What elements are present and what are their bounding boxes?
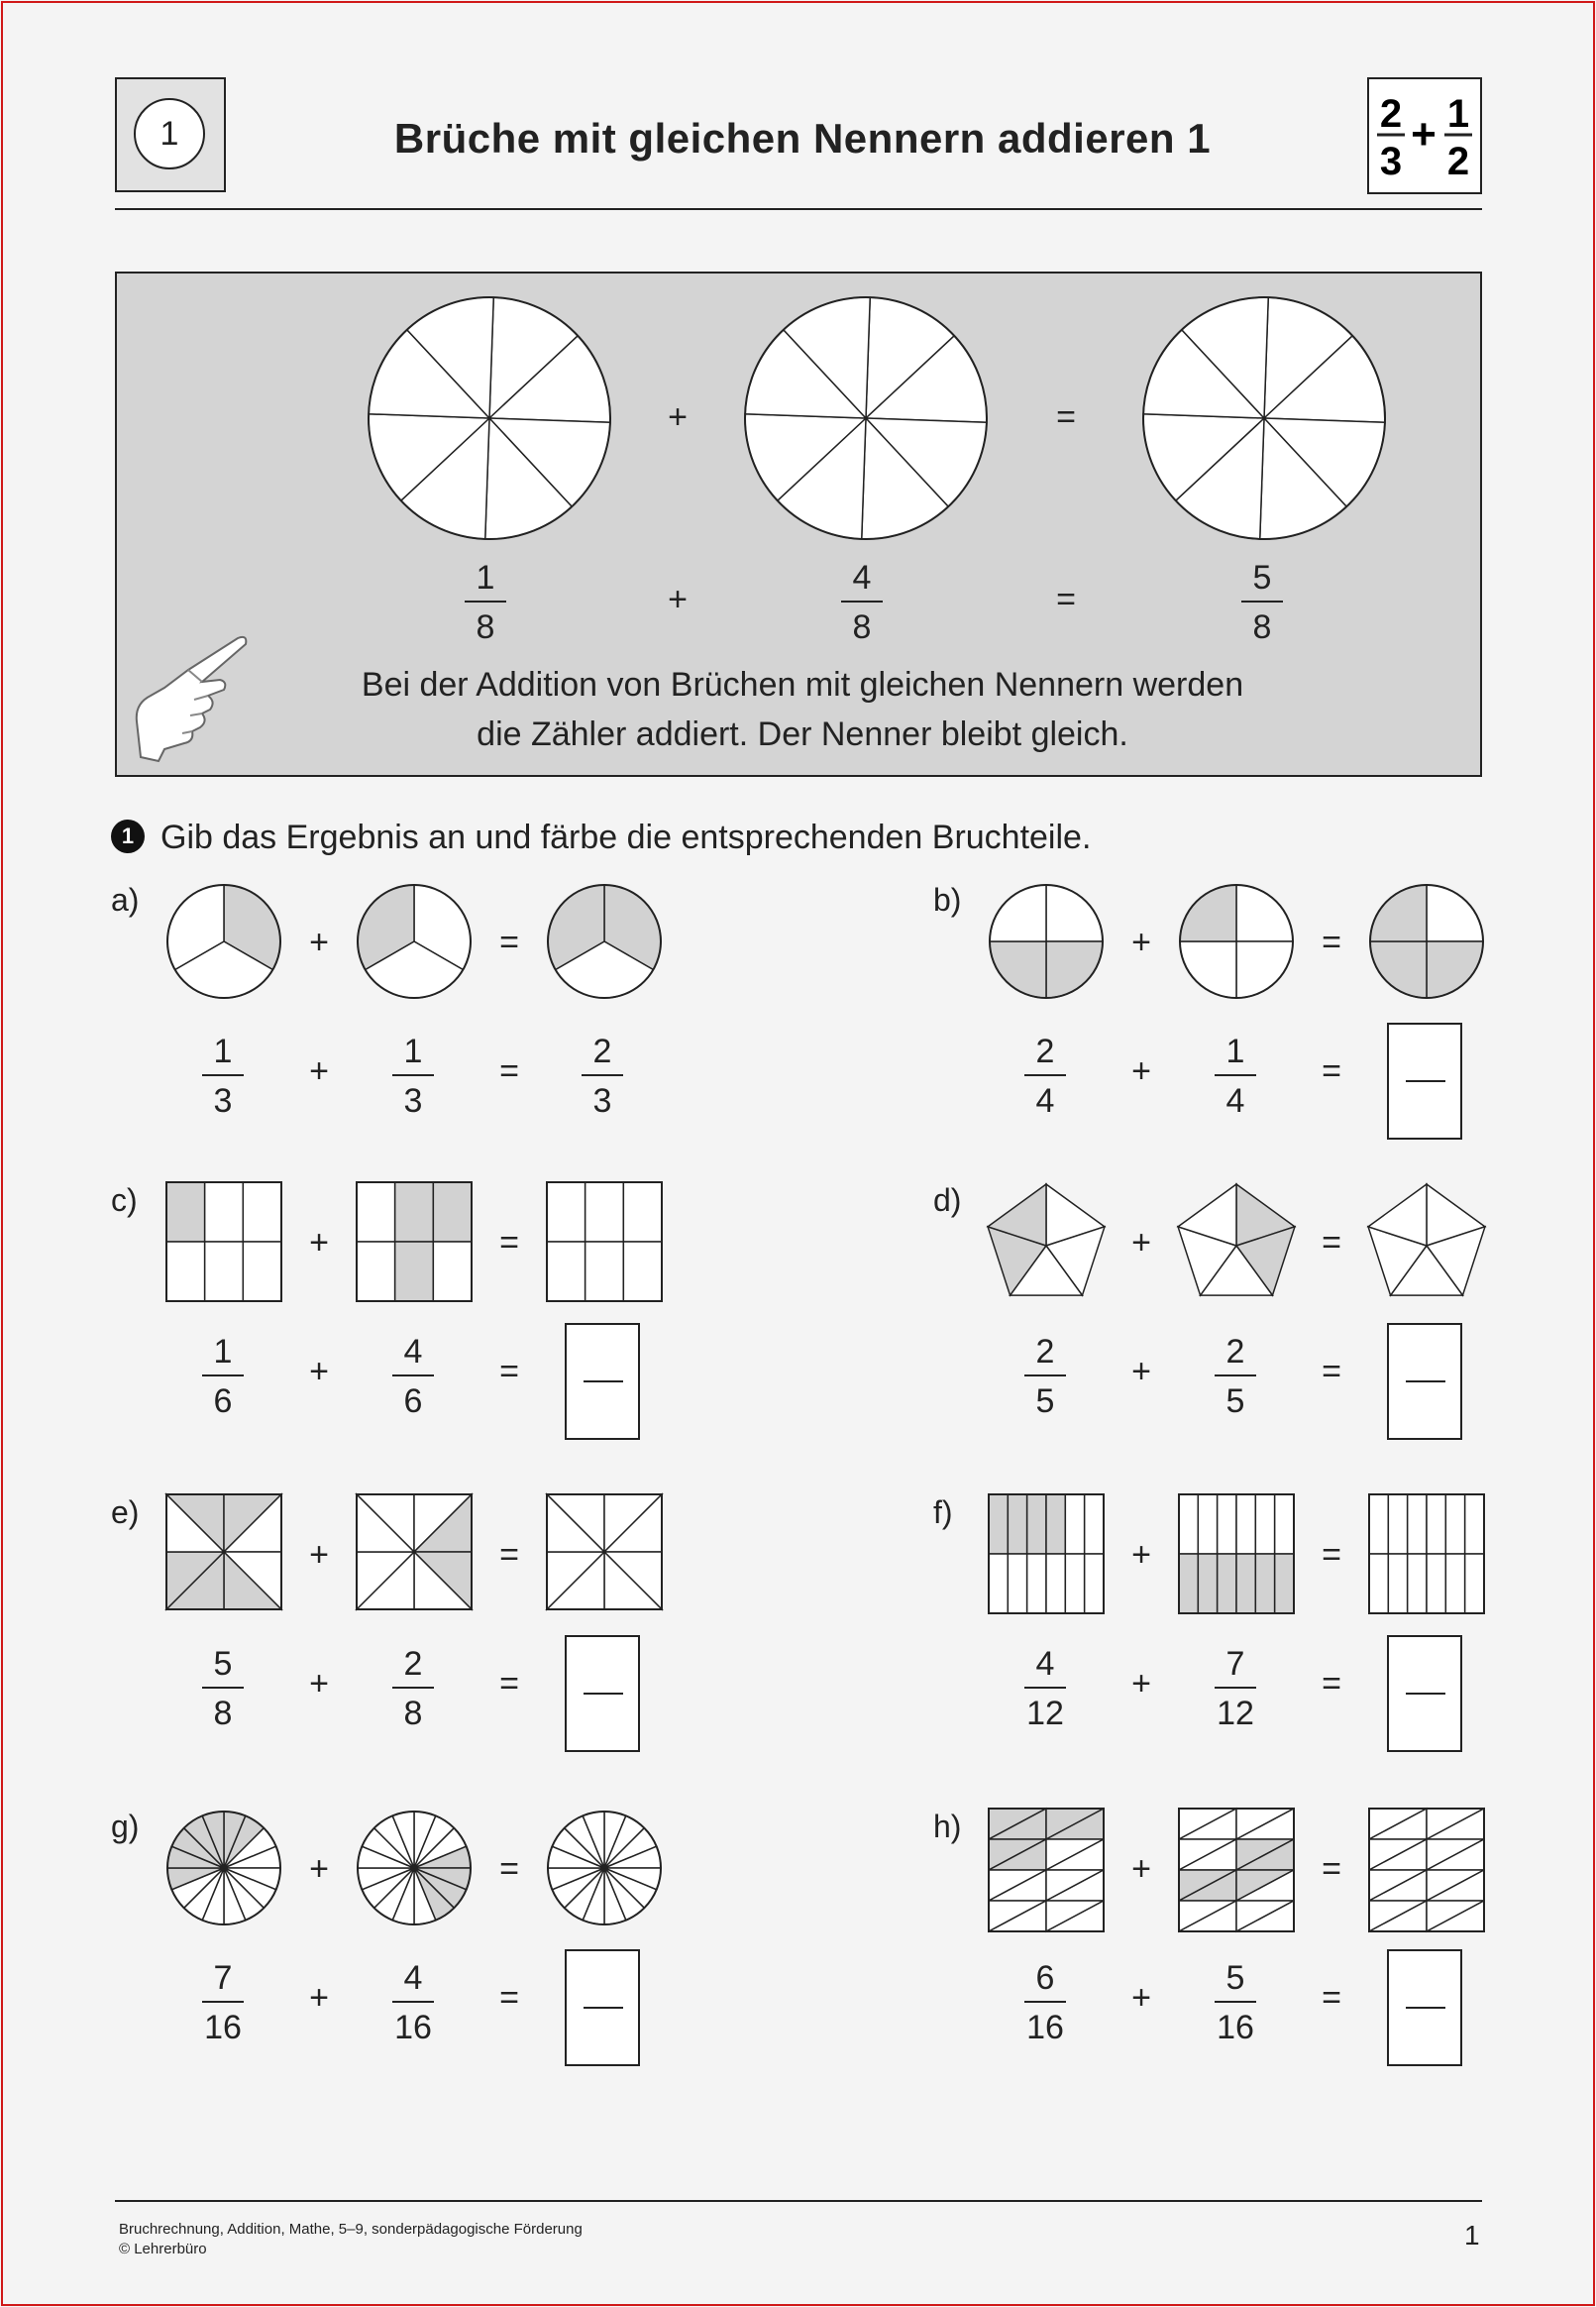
denominator: 8 — [1252, 608, 1272, 646]
equals-sign: = — [499, 924, 519, 961]
exercise-c-shape-3 — [547, 1182, 662, 1301]
equals-sign: = — [1322, 1536, 1341, 1574]
exercise-d-shape-3 — [1368, 1184, 1485, 1295]
logo-op: + — [1411, 110, 1436, 159]
exercise-g-shape-3 — [548, 1812, 661, 1924]
grid-cell — [357, 1242, 395, 1301]
grid-cell — [1445, 1494, 1464, 1554]
answer-box[interactable] — [565, 1635, 640, 1752]
grid-cell — [433, 1242, 472, 1301]
logo-a-num: 2 — [1379, 92, 1403, 136]
exercise-a-shape-2 — [358, 885, 471, 998]
grid-cell — [1369, 1554, 1388, 1613]
numerator: 2 — [1035, 1033, 1055, 1070]
denominator: 8 — [852, 608, 872, 646]
footer-line-1: Bruchrechnung, Addition, Mathe, 5–9, sonderpädagogische Förderung — [119, 2221, 583, 2238]
equals-sign: = — [1322, 1353, 1341, 1390]
exercise-label: b) — [933, 882, 962, 918]
denominator: 3 — [592, 1082, 612, 1120]
plus-sign: + — [1131, 1665, 1151, 1703]
logo-b-den: 2 — [1446, 140, 1470, 183]
task-number-badge: 1 — [111, 820, 145, 853]
plus-sign: + — [309, 1979, 329, 2017]
exercise-a-shape-3 — [548, 885, 661, 998]
plus-sign: + — [309, 1052, 329, 1090]
numerator: 5 — [1225, 1959, 1245, 1997]
answer-box[interactable] — [1387, 1323, 1462, 1440]
exercise-label: a) — [111, 882, 140, 918]
grid-cell — [166, 1182, 205, 1242]
numerator: 7 — [213, 1959, 233, 1997]
grid-cell — [1179, 1554, 1198, 1613]
exercise-f-shape-2 — [1179, 1494, 1294, 1613]
grid-cell — [1046, 1494, 1065, 1554]
grid-cell — [1408, 1554, 1427, 1613]
denominator: 6 — [403, 1382, 423, 1420]
example-equals-2: = — [1056, 581, 1076, 618]
plus-sign: + — [309, 1353, 329, 1390]
numerator: 5 — [213, 1645, 233, 1683]
exercise-label: c) — [111, 1182, 138, 1218]
grid-cell — [1218, 1554, 1236, 1613]
grid-cell — [1085, 1554, 1104, 1613]
grid-cell — [205, 1242, 244, 1301]
fraction-a — [188, 1333, 258, 1420]
denominator: 16 — [394, 2009, 432, 2046]
answer-box[interactable] — [1387, 1635, 1462, 1752]
denominator: 16 — [1217, 2009, 1254, 2046]
denominator: 16 — [1026, 2009, 1064, 2046]
fraction-result — [568, 1033, 637, 1120]
grid-cell — [357, 1182, 395, 1242]
equals-sign: = — [499, 1979, 519, 2017]
denominator: 12 — [1026, 1695, 1064, 1732]
grid-cell — [1427, 1494, 1445, 1554]
exercise-c-shape-1 — [166, 1182, 281, 1301]
task-instruction-text: Gib das Ergebnis an und färbe die entsprechenden Bruchteile. — [160, 819, 1092, 856]
grid-cell — [1236, 1554, 1255, 1613]
exercise-label: g) — [111, 1809, 140, 1844]
numerator: 1 — [213, 1333, 233, 1371]
grid-cell — [1408, 1494, 1427, 1554]
grid-cell — [623, 1182, 662, 1242]
plus-sign: + — [1131, 1536, 1151, 1574]
grid-cell — [243, 1242, 281, 1301]
footer-rule — [115, 2200, 1482, 2202]
numerator: 4 — [403, 1959, 423, 1997]
grid-cell — [395, 1242, 434, 1301]
grid-cell — [1427, 1554, 1445, 1613]
numerator: 1 — [1225, 1033, 1245, 1070]
answer-box[interactable] — [1387, 1023, 1462, 1140]
grid-cell — [1198, 1494, 1217, 1554]
plus-sign: + — [1131, 1224, 1151, 1262]
fraction-b — [1201, 1959, 1270, 2046]
numerator: 2 — [1035, 1333, 1055, 1371]
equals-sign: = — [499, 1224, 519, 1262]
denominator: 8 — [476, 608, 495, 646]
grid-cell — [1255, 1554, 1274, 1613]
fraction-a — [1011, 1333, 1080, 1420]
grid-cell — [243, 1182, 281, 1242]
exercise-b-shape-2 — [1180, 885, 1293, 998]
grid-cell — [1008, 1554, 1026, 1613]
fraction-b — [1201, 1645, 1270, 1732]
equals-sign: = — [499, 1052, 519, 1090]
grid-cell — [395, 1182, 434, 1242]
numerator: 2 — [592, 1033, 612, 1070]
grid-cell — [547, 1182, 585, 1242]
fraction-b — [1201, 1033, 1270, 1120]
grid-cell — [1179, 1494, 1198, 1554]
equals-sign: = — [499, 1353, 519, 1390]
exercise-h-shape-2 — [1179, 1809, 1294, 1931]
fraction-a — [188, 1959, 258, 2046]
plus-sign: + — [1131, 1353, 1151, 1390]
fraction-b — [1201, 1333, 1270, 1420]
grid-cell — [433, 1182, 472, 1242]
fraction-b — [378, 1033, 448, 1120]
grid-cell — [1027, 1554, 1046, 1613]
rule-line-2: die Zähler addiert. Der Nenner bleibt gleich. — [477, 715, 1128, 753]
numerator: 7 — [1225, 1645, 1245, 1683]
fraction-a — [1011, 1033, 1080, 1120]
exercise-label: f) — [933, 1494, 953, 1530]
grid-cell — [1027, 1494, 1046, 1554]
plus-sign: + — [309, 1224, 329, 1262]
grid-cell — [1465, 1554, 1484, 1613]
exercise-g-shape-1 — [167, 1812, 280, 1924]
equals-sign: = — [1322, 1052, 1341, 1090]
equals-sign: = — [1322, 1850, 1341, 1888]
exercise-g-shape-2 — [358, 1812, 471, 1924]
grid-cell — [1008, 1494, 1026, 1554]
exercise-b-shape-3 — [1370, 885, 1483, 998]
exercise-f-shape-1 — [989, 1494, 1104, 1613]
plus-sign: + — [309, 1850, 329, 1888]
grid-cell — [1275, 1554, 1294, 1613]
grid-cell — [989, 1554, 1008, 1613]
plus-sign: + — [309, 924, 329, 961]
grid-cell — [585, 1242, 624, 1301]
rule-line-1: Bei der Addition von Brüchen mit gleichen Nennern werden — [361, 666, 1244, 704]
page-title: Brüche mit gleichen Nennern addieren 1 — [393, 115, 1212, 162]
grid-cell — [1445, 1554, 1464, 1613]
grid-cell — [547, 1242, 585, 1301]
grid-cell — [1046, 1554, 1065, 1613]
grid-cell — [585, 1182, 624, 1242]
denominator: 16 — [204, 2009, 242, 2046]
equals-sign: = — [1322, 1979, 1341, 2017]
equals-sign: = — [1322, 924, 1341, 961]
exercise-label: h) — [933, 1809, 962, 1844]
numerator: 1 — [403, 1033, 423, 1070]
fraction-a — [188, 1033, 258, 1120]
exercise-e-shape-1 — [166, 1494, 281, 1609]
denominator: 4 — [1035, 1082, 1055, 1120]
grid-cell — [1218, 1494, 1236, 1554]
denominator: 8 — [403, 1695, 423, 1732]
grid-cell — [166, 1242, 205, 1301]
logo-a-den: 3 — [1379, 140, 1403, 183]
grid-cell — [205, 1182, 244, 1242]
grid-cell — [1085, 1494, 1104, 1554]
grid-cell — [1275, 1494, 1294, 1554]
answer-box[interactable] — [1387, 1949, 1462, 2066]
equals-sign: = — [499, 1536, 519, 1574]
answer-box[interactable] — [565, 1323, 640, 1440]
exercise-label: d) — [933, 1182, 962, 1218]
grid-cell — [1198, 1554, 1217, 1613]
numerator: 1 — [213, 1033, 233, 1070]
logo-b-num: 1 — [1446, 92, 1470, 136]
example-plus: + — [668, 398, 688, 436]
numerator: 4 — [403, 1333, 423, 1371]
equals-sign: = — [1322, 1224, 1341, 1262]
denominator: 12 — [1217, 1695, 1254, 1732]
exercise-label: e) — [111, 1494, 140, 1530]
grid-cell — [1369, 1494, 1388, 1554]
numerator: 4 — [852, 559, 872, 597]
equals-sign: = — [1322, 1665, 1341, 1703]
fraction-a — [1011, 1645, 1080, 1732]
exercise-c-shape-2 — [357, 1182, 472, 1301]
plus-sign: + — [309, 1536, 329, 1574]
exercise-h-shape-1 — [989, 1809, 1104, 1931]
grid-cell — [1388, 1554, 1407, 1613]
fraction-a — [188, 1645, 258, 1732]
equals-sign: = — [499, 1850, 519, 1888]
page-number: 1 — [1464, 2220, 1480, 2251]
exercise-d-shape-1 — [988, 1184, 1105, 1295]
footer-text — [119, 2220, 583, 2259]
denominator: 5 — [1225, 1382, 1245, 1420]
footer-line-2: © Lehrerbüro — [119, 2241, 207, 2257]
exercise-h-shape-3 — [1369, 1809, 1484, 1931]
equals-sign: = — [499, 1665, 519, 1703]
plus-sign: + — [1131, 924, 1151, 961]
answer-box[interactable] — [565, 1949, 640, 2066]
exercise-e-shape-2 — [357, 1494, 472, 1609]
grid-cell — [1465, 1494, 1484, 1554]
exercise-a-shape-1 — [167, 885, 280, 998]
plus-sign: + — [1131, 1052, 1151, 1090]
grid-cell — [1236, 1494, 1255, 1554]
plus-sign: + — [309, 1665, 329, 1703]
fraction-b — [378, 1645, 448, 1732]
denominator: 3 — [403, 1082, 423, 1120]
denominator: 5 — [1035, 1382, 1055, 1420]
worksheet-number: 1 — [134, 98, 205, 169]
numerator: 1 — [476, 559, 495, 597]
numerator: 4 — [1035, 1645, 1055, 1683]
denominator: 8 — [213, 1695, 233, 1732]
grid-cell — [1065, 1494, 1084, 1554]
grid-cell — [989, 1494, 1008, 1554]
grid-cell — [1388, 1494, 1407, 1554]
denominator: 4 — [1225, 1082, 1245, 1120]
numerator: 2 — [1225, 1333, 1245, 1371]
denominator: 3 — [213, 1082, 233, 1120]
fraction-a — [1011, 1959, 1080, 2046]
exercise-b-shape-1 — [990, 885, 1103, 998]
exercise-f-shape-3 — [1369, 1494, 1484, 1613]
fraction-b — [378, 1959, 448, 2046]
grid-cell — [1065, 1554, 1084, 1613]
exercise-d-shape-2 — [1178, 1184, 1295, 1295]
plus-sign: + — [1131, 1979, 1151, 2017]
fraction-b — [378, 1333, 448, 1420]
grid-cell — [623, 1242, 662, 1301]
numerator: 2 — [403, 1645, 423, 1683]
exercise-e-shape-3 — [547, 1494, 662, 1609]
example-plus-2: + — [668, 581, 688, 618]
denominator: 6 — [213, 1382, 233, 1420]
plus-sign: + — [1131, 1850, 1151, 1888]
numerator: 5 — [1252, 559, 1272, 597]
example-equals: = — [1056, 398, 1076, 436]
grid-cell — [1255, 1494, 1274, 1554]
numerator: 6 — [1035, 1959, 1055, 1997]
